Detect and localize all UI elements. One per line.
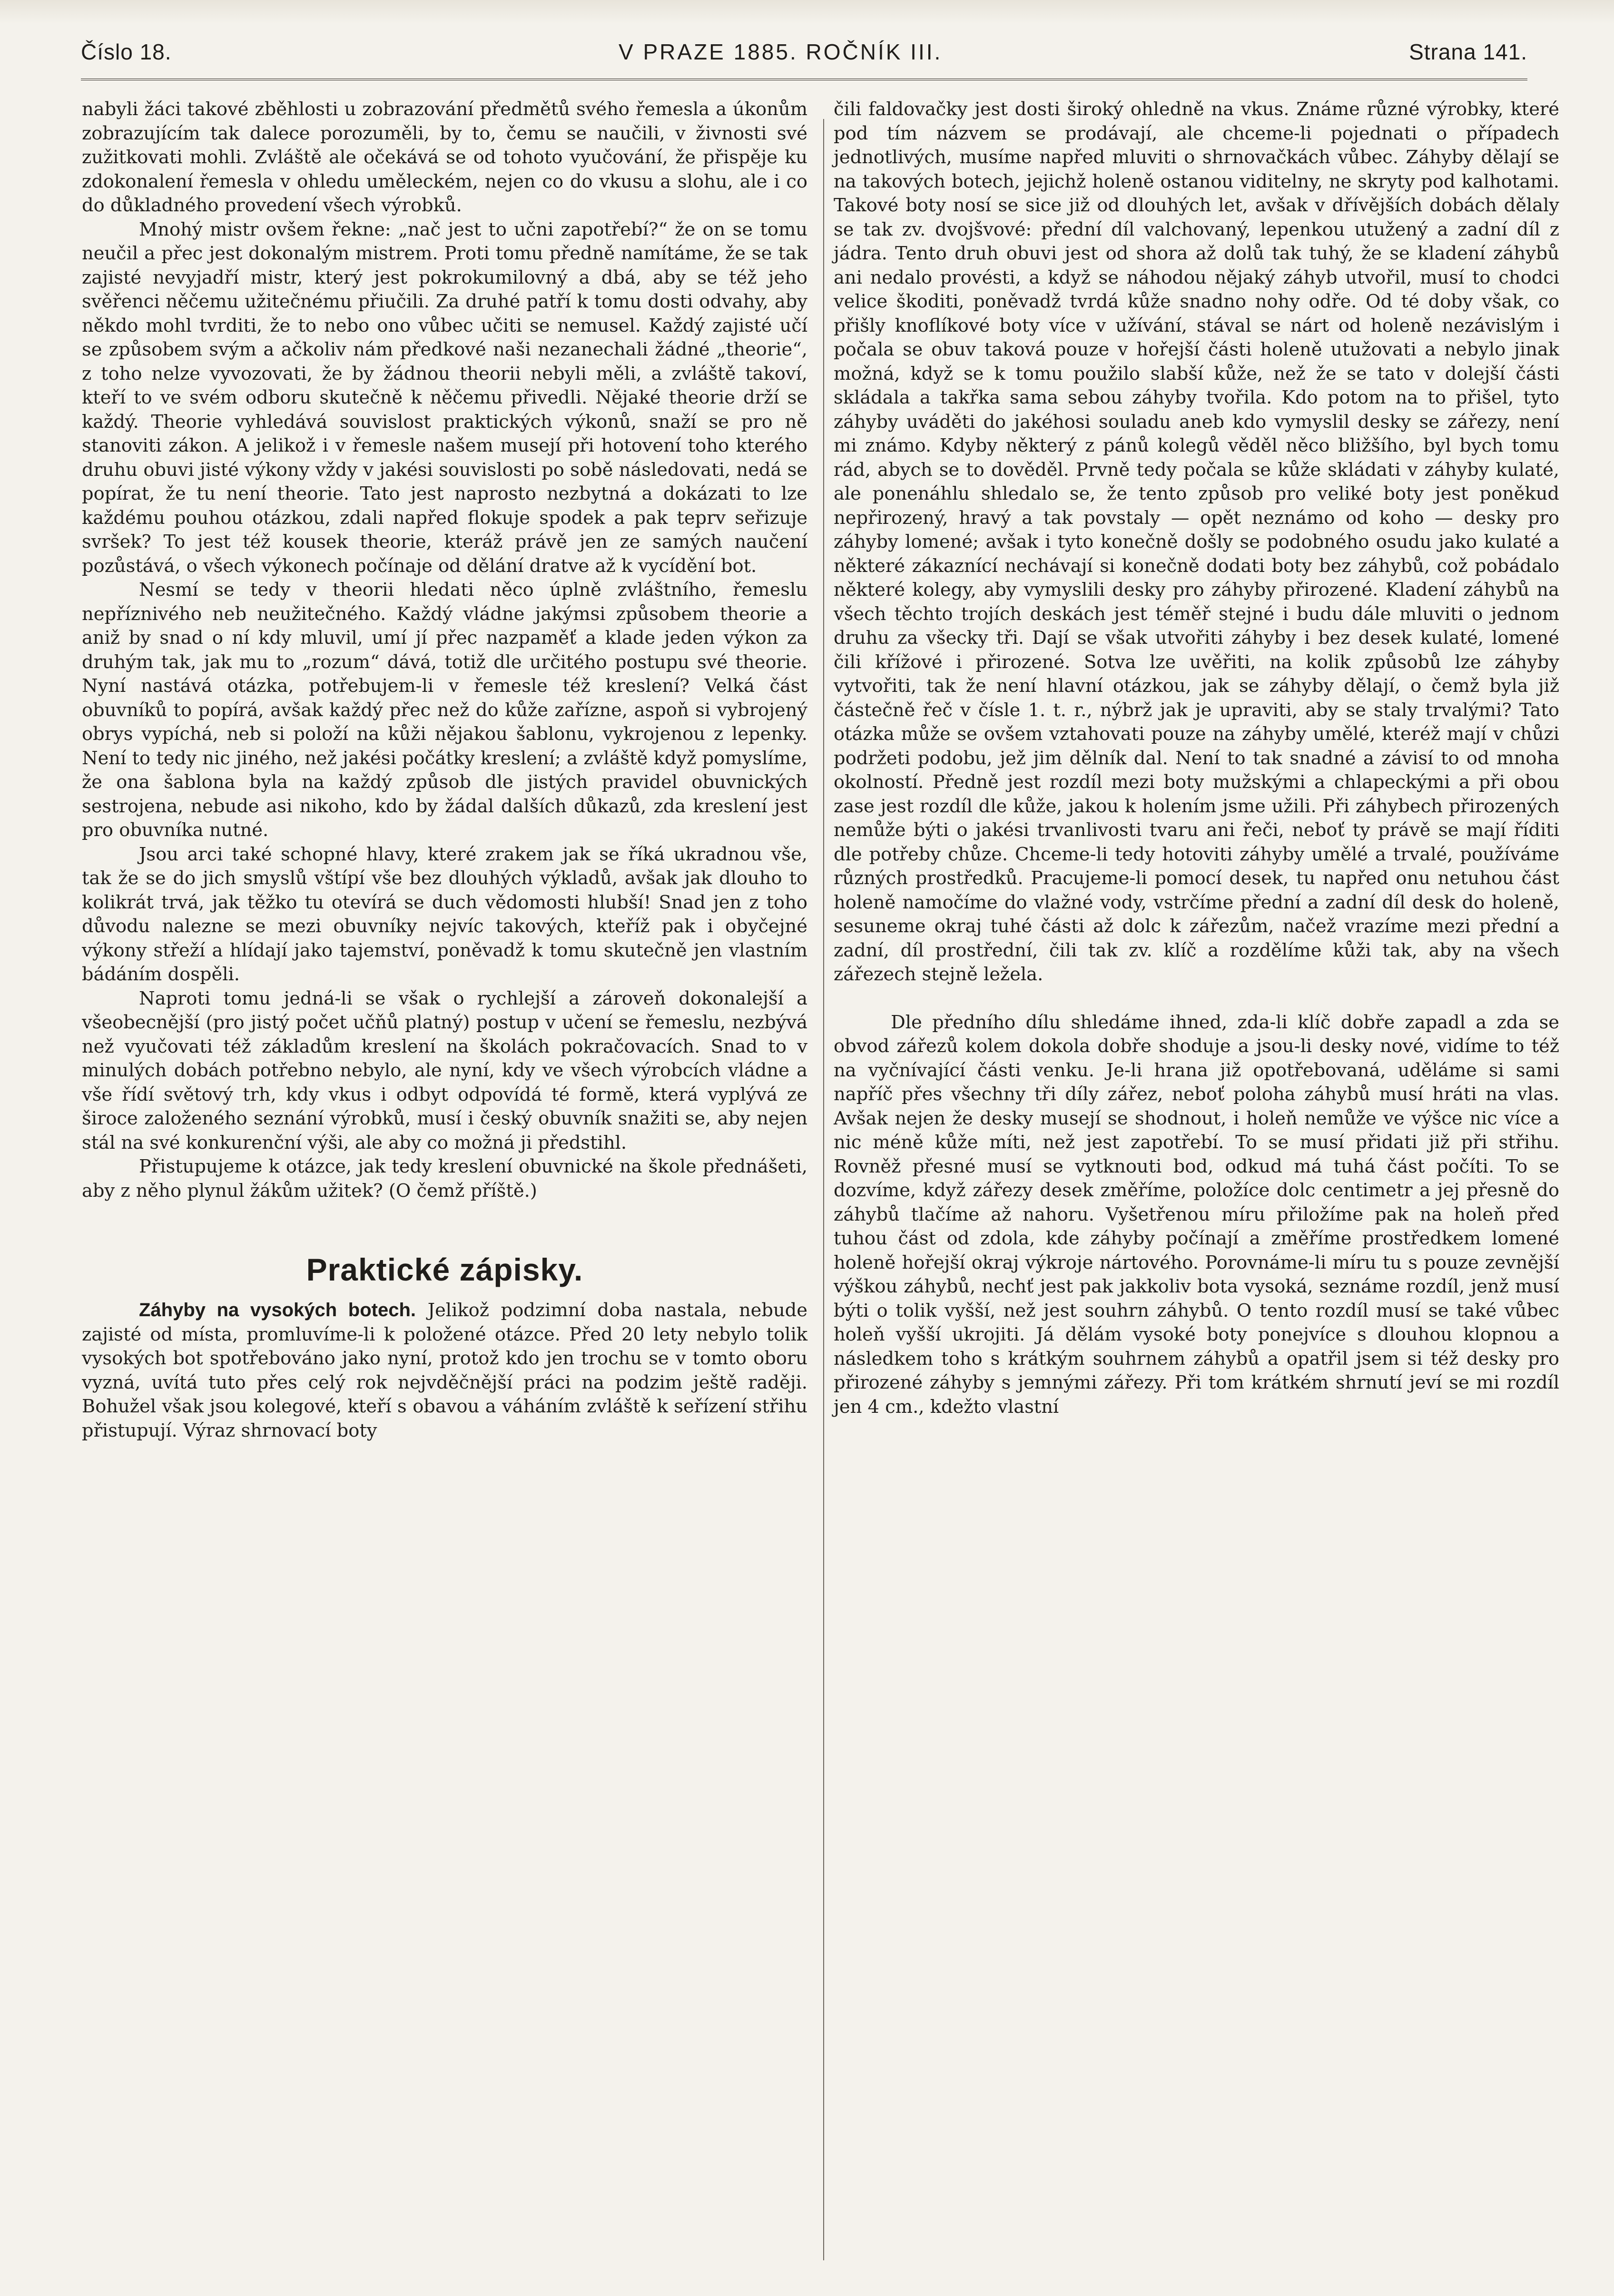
paragraph: Nesmí se tedy v theorii hledati něco úplně zvláštního, řemeslu nepříznivého neb neužitečného. Každý vládne jakýmsi způsobem theorie a aniž by snad o ní kdy mluvil, umí jí přec nazpaměť a klade jeden výkon za druhým tak, jak mu to „rozum“ dává, totiž dle určitého postupu své theorie. Nyní nastává otázka, potřebujem-li v řemesle též kreslení? Velká část obuvníků to popírá, avšak každý přec než do kůže zaříznе, aspoň si vybrojený obrys vypíchá, neb si položí na kůži nějakou šablonu, vykrojenou z lepenky. Není to tedy nic jiného, než jakési počátky kreslení; a zvláště když pomyslíme, že ona šablona byla na každý způsob dle jistých pravidel obuvnických sestrojena, nebude asi nikoho, kdo by žádal dalších důkazů, zda kreslení jest pro obuvníka nutné. xyxy=(82,579,807,841)
section-title: Praktické zápisky. xyxy=(306,1252,583,1287)
header-rule xyxy=(81,79,1527,80)
paragraph: nabyli žáci takové zběhlosti u zobrazování předmětů svého řemesla a úkonům zobrazujícím tak dalece porozuměli, by to, čemu se naučili, v živnosti své zužitkovati mohli. Zvláště ale očekává se od tohoto vyučování, že přispěje ku zdokonalení řemesla v ohledu uměleckém, nejen co do vkusu a slohu, ale i co do důkladného provedení všech výrobků. xyxy=(82,99,807,216)
article-text: Jelikož podzimní doba nastala, nebude zajisté od místa, promluvíme-li k položené otázce. Před 20 lety nebylo tolik vysokých bot spotřebováno jako nyní, protož kdo jen trochu se v tomto oboru vyzná, uvítá tuto přes celý rok nejvděčnější práci na podzim ještě raději. Bohužel však jsou kolegové, kteří s obavou a váháním zvláště k seřízení střihu přistupují. Výraz shrnovací boty xyxy=(82,1300,807,1441)
paragraph: Naproti tomu jedná-li se však o rychlejší a zároveň dokonalejší a všeobecnější (pro jistý počet učňů platný) postup v učení se řemeslu, nezbývá než vyučovati též základům kreslení na školách pokračovacích. Snad to v minulých dobách potřebno nebylo, ale nyní, kdy ve všech výrobcích vládne a vše řídí světový trh, kdy vkus i odbyt odpovídá té formě, která vyplývá ze široce založeného seznání výrobků, musí i český obuvník snažiti se, aby nejen stál na své konkurenční výši, ale aby co možná ji předstihl. xyxy=(82,987,807,1153)
paragraph: čili faldovačky jest dosti široký ohledně na vkus. Známe různé výrobky, které pod tím názvem se prodávají, ale chceme-li pojednati o případech jednotlivých, musíme napřed mluviti o shrnovačkách vůbec. Záhyby dělají se na takových botech, jejichž holeně ostanou viditelny, ne skryty pod kalhotami. Takové boty nosí se sice již od dlouhých let, avšak v dřívějších dobách dělaly se tak zv. dvojšvové: přední díl valchovaný, lepenkou utužený a zadní díl z jádra. Tento druh obuvi jest od shora až dolů tak tuhý, že se kladení záhybů ani nedalo provésti, a když se náhodou nějaký záhyb utvořil, musí to chodci velice škoditi, poněvadž tvrdá kůže snadno nohy odře. Od té doby však, co přišly knoflíkové boty více v užívání, stával se nárt od holeně nezávislým i počala se obuv taková pouze v hořejší části holeně utužovati a nebylo jinak možná, když se k tomu použilo slabší kůže, než že se tato v dolejší části skládala a takřka sama sebou záhyby tvořila. Kdo potom na to přišel, tyto záhyby uváděti do jakéhosi souladu aneb kdo vymyslil desky se zářezy, není mi známo. Kdyby některý z pánů kolegů věděl něco bližšího, byl bych tomu rád, abych se to dověděl. Prvně tedy počala se kůže skládati v záhyby kulaté, ale ponenáhlu shledalo se, že tento způsob pro veliké boty jest poněkud nepřirozený, hravý a tak povstaly — opět neznámo od koho — desky pro záhyby lomené; avšak i tyto konečně došly se podobného osudu jako kulaté a některé zákaznící nechávají si konečně dodati boty bez záhybů, což pobádalo některé kolegy, aby vymyslili desky pro záhyby přirozené. Kladení záhybů na všech těchto trojích deskách jest téměř stejné i budu dále mluviti o jednom druhu za všecky tři. Dají se však utvořiti záhyby i bez desek kulaté, lomené čili křížové i přirozené. Sotva lze uvěřiti, na kolik způsobů lze záhyby vytvořiti, tak že není hlavní otázkou, jak se záhyby dělají, o čemž byla již částečně řeč v čísle 1. t. r., nýbrž jak je upraviti, aby se staly trvalými? Tato otázka může se ovšem vztahovati pouze na záhyby umělé, kteréž mají v chůzi podržeti podobu, jež jim dělník dal. Není to tak snadné a závisí to od mnoha okolností. Předně jest rozdíl mezi boty mužskými a chlapeckými a při obou zase jest rozdíl dle kůže, jakou k holením jsme užili. Při záhybech přirozených nemůže býti o jakési trvanlivosti tvaru ani řeči, neboť ty právě se mají říditi dle potřeby chůze. Chceme-li tedy hotoviti záhyby umělé a trvalé, používáme různých prostředků. Pracujeme-li pomocí desek, tu napřed onu netuhou část holeně namočíme do vlažné vody, vstrčíme přední a zadní díl desk do holeně, sesuneme okraj tuhé části až dolc k zářezům, načež vrazíme mezi přední a zadní, díl prostřední, čili tak zv. klíč a rozdělíme kůži tak, aby na všech zářezech stejně ležela. xyxy=(834,99,1559,985)
article-subheading: Záhyby na vysokých botech. xyxy=(139,1300,416,1320)
paragraph: Jsou arci také schopné hlavy, které zrakem jak se říká ukradnou vše, tak že se do jich smyslů vštípí vše bez dlouhých výkladů, avšak jak dlouho to kolikrát trvá, jak těžko tu otevírá se duch vědomosti hlubší! Snad jen z toho důvodu nalezne se mezi obuvníky nejvíc takových, kteříž pak i obyčejné výkony střeží a hlídají jako tajemství, poněvadž k tomu skutečně jen vlastním bádáním dospěli. xyxy=(82,843,807,985)
place-year-volume: V PRAZE 1885. ROČNÍK III. xyxy=(619,39,943,64)
paragraph: Mnohý mistr ovšem řekne: „nač jest to učni zapotřebí?“ že on se tomu neučil a přec jest dokonalým mistrem. Proti tomu předně namítáme, že se tak zajisté nevyjadří mistr, který jest pokrokumilovný a dbá, aby se též jeho svěřenci něčemu užitečnému přiučili. Za druhé patří k tomu dosti odvahy, aby někdo mohl tvrditi, že to nebo ono vůbec učiti se nemusel. Každý zajisté učí se způsobem svým a ačkoliv nám předkové naši nezanechali žádné „theorie“, z toho nelze vyvozovati, že by žádnou theorii nebyli měli, a zvláště takoví, kteří to ve svém odboru skutečně k něčemu přivedli. Nějaké theorie drží se každý. Theorie vyhledává souvislost praktických výkonů, snaží se pro ně stanoviti zákon. A jelikož i v řemesle našem musejí při hotovení toho kterého druhu obuvi jisté výkony vždy v jakési souvislosti po sobě následovati, nedá se popírat, že tu není theorie. Tato jest naprosto nezbytná a dokázati to lze každému pouhou otázkou, zdali napřed flokuje spodek a pak teprv seřizuje svršek? To jest též kousek theorie, kteráž právě jen ze samých naučení pozůstává, o všech výkonech počínaje od dělání dratve až k vycídění bot. xyxy=(82,218,807,577)
page-top-shading xyxy=(0,0,1614,24)
page-header xyxy=(81,39,1527,82)
issue-number: Číslo 18. xyxy=(81,39,172,64)
page-number: Strana 141. xyxy=(1409,39,1527,64)
right-column xyxy=(834,98,1559,1419)
paragraph: Přistupujeme k otázce, jak tedy kreslení obuvnické na škole přednášeti, aby z něho plynul žákům užitek? (O čemž příště.) xyxy=(82,1156,807,1202)
column-divider xyxy=(823,119,824,2260)
article-paragraph xyxy=(82,1298,807,1443)
paragraph-gap xyxy=(834,987,1559,1011)
paragraph: Dle předního dílu shledáme ihned, zda-li klíč dobře zapadl a zda se obvod zářezů kolem dokola dobře shoduje a jsou-li desky nové, vidíme to též na vyčnívající části venku. Je-li hrana již opotřebovaná, uděláme si sami napříč přes všechny tři díly zářez, neboť poloha záhybů musí hráti na vlas. Avšak nejen že desky musejí se shodnout, i holeň nemůže ve výšce nic více a nic méně kůže míti, než jest zapotřebí. To se musí přidati již při střihu. Rovněž přesné musí se vytknouti bod, odkud má tuhá část počíti. To se dozvíme, když zářezy desek změříme, položíce dolc centimetr a jej přesně do záhybů tlačíme až nahoru. Vyšetřenou míru přiložíme pak na holeň před tuhou část od zdola, kde záhyby počínají a změříme prostředkem lomené holeně hořejší okraj výkroje nártového. Porovnáme-li míru tu s pouze zevnější výškou záhybů, nechť jest pak jakkoliv bota vysoká, seznáme rozdíl, jenž musí býti o tolik vyšší, než jest souhrn záhybů. O tento rozdíl musí se také vůbec holeň vyšší ukrojiti. Já dělám vysoké boty ponejvíce s dlouhou klopnou a následkem toho s krátkým souhrnem záhybů a opatřil jsem si též desky pro přirozené záhyby s jemnými zářezy. Při tom krátkém shrnutí jeví se mi rozdíl jen 4 cm., kdežto vlastní xyxy=(834,1011,1559,1418)
left-column xyxy=(82,98,807,1443)
